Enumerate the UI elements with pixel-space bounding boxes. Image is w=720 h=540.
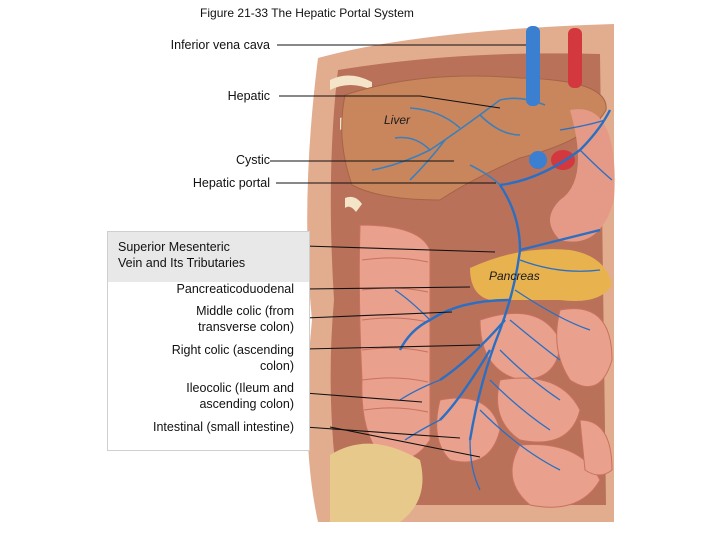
- aorta: [568, 28, 582, 88]
- label-line: colon): [259, 359, 294, 373]
- label-middle-colic: [110, 303, 294, 335]
- label-intestinal: Intestinal (small intestine): [152, 420, 294, 434]
- panel-title: [118, 239, 245, 271]
- label-right-colic: [110, 342, 294, 374]
- label-inferior-vena-cava: Inferior vena cava: [170, 38, 270, 52]
- label-line: Ileocolic (Ileum and: [186, 381, 294, 395]
- label-line: ascending colon): [199, 397, 294, 411]
- label-line: Middle colic (from: [196, 304, 294, 318]
- vena-cava-section: [529, 151, 547, 169]
- organ-label-liver: Liver: [384, 113, 411, 127]
- label-ileocolic: [110, 380, 294, 412]
- label-hepatic: Hepatic: [227, 89, 270, 103]
- inferior-vena-cava: [526, 26, 540, 106]
- panel-title-line: Vein and Its Tributaries: [118, 256, 246, 270]
- label-pancreaticoduodenal: Pancreaticoduodenal: [176, 282, 294, 296]
- panel-title-line: Superior Mesenteric: [118, 240, 230, 254]
- pelvis: [330, 444, 423, 522]
- label-cystic: Cystic: [235, 153, 270, 167]
- organ-label-pancreas: Pancreas: [489, 269, 540, 283]
- label-hepatic-portal: Hepatic portal: [192, 176, 270, 190]
- label-line: transverse colon): [198, 320, 294, 334]
- tributaries-panel: [107, 231, 310, 451]
- label-line: Right colic (ascending: [171, 343, 294, 357]
- figure-title: Figure 21-33 The Hepatic Portal System: [200, 6, 414, 20]
